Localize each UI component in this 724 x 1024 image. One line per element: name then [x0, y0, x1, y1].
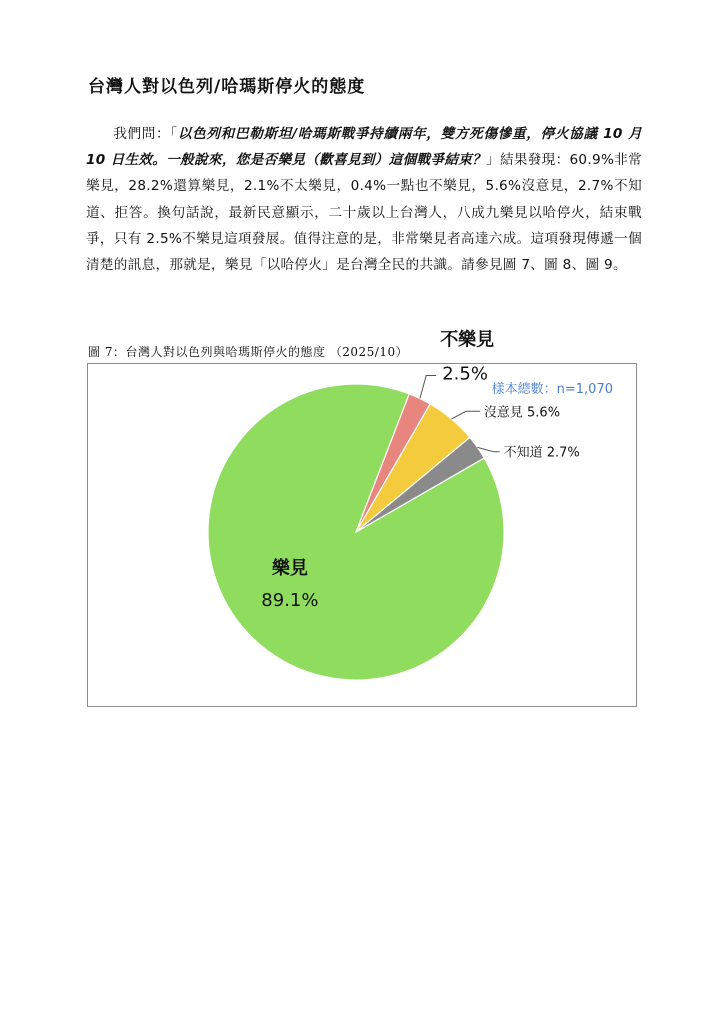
- paragraph-findings: 」結果發現：60.9%非常樂見，28.2%還算樂見，2.1%不太樂見，0.4%一點也不樂見，5.6%沒意見，2.7%不知道、拒答。換句話說，最新民意顯示，二十歲以上台灣人，八成九樂見以哈停火，結束戰爭，只有 2.5%不樂見這項發展。值得注意的是，非常樂見者高達六成。這項發現傳遞一個清楚的訊息，那就是，樂見「以哈停火」是台灣全民的共識。請參見圖 7、圖 8、圖 9。: [86, 152, 642, 274]
- slice-value-不樂見: 2.5%: [442, 363, 488, 385]
- slice-label-不知道: 不知道 2.7%: [503, 445, 580, 461]
- slice-value-樂見: 89.1%: [261, 590, 319, 612]
- slice-label-不樂見: 不樂見: [440, 329, 495, 351]
- body-paragraph: [86, 121, 642, 278]
- slice-label-沒意見: 沒意見 5.6%: [483, 405, 561, 421]
- leader-line-沒意見: [452, 411, 480, 419]
- leader-line-不知道: [477, 447, 499, 451]
- paragraph-lead: 我們問：「: [113, 126, 178, 142]
- slice-label-樂見: 樂見: [271, 558, 308, 580]
- page-heading: 台灣人對以色列/哈瑪斯停火的態度: [88, 77, 366, 97]
- sample-size-note: 樣本總數：n=1,070: [491, 382, 613, 397]
- survey-question: 以色列和巴勒斯坦/哈瑪斯戰爭持續兩年，雙方死傷慘重，停火協議 10 月 10 日生效。一般說來，您是否樂見（歡喜見到）這個戰爭結束？: [86, 126, 642, 169]
- leader-line-不樂見: [420, 376, 436, 399]
- figure-caption: 圖 7：台灣人對以色列與哈瑪斯停火的態度 （2025/10）: [88, 345, 409, 359]
